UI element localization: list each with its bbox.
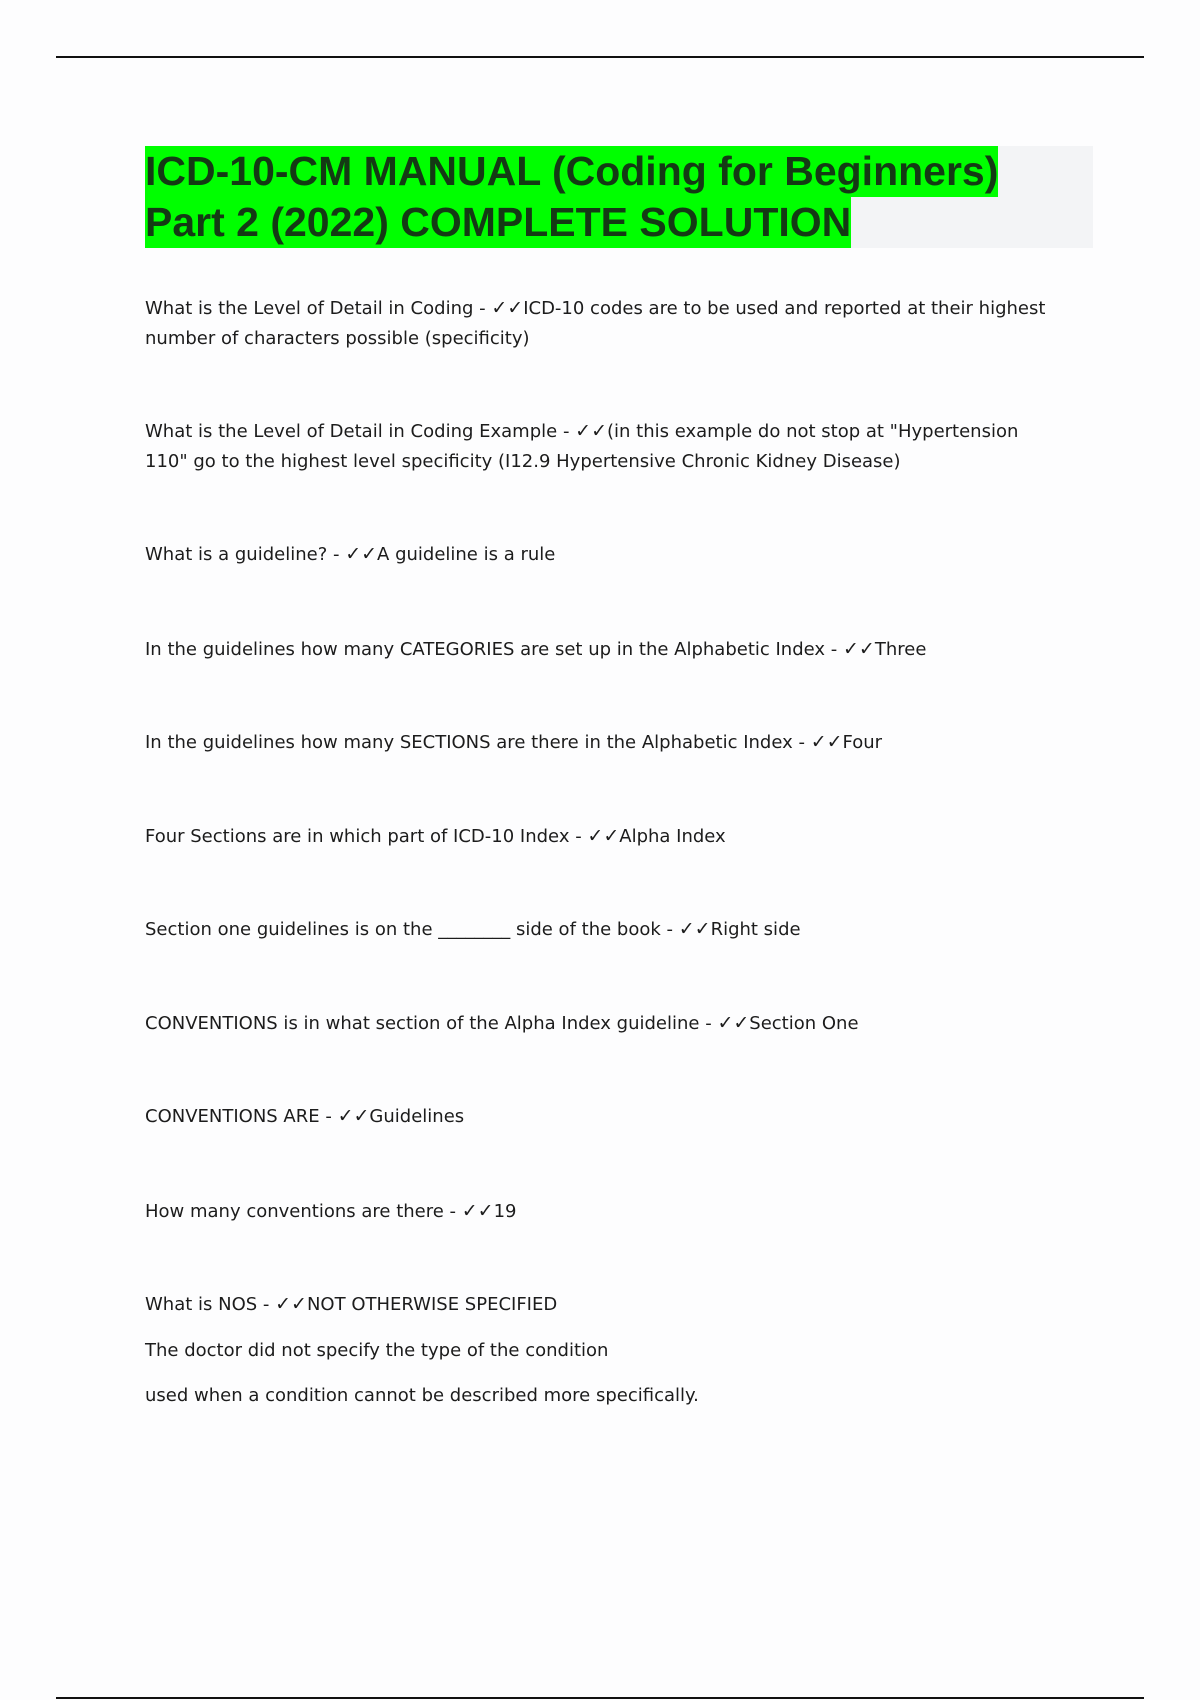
checkmark-icon: ✓✓ — [587, 825, 620, 847]
checkmark-icon: ✓✓ — [678, 918, 711, 940]
qa-item-conventions-count — [145, 1196, 1065, 1227]
qa-answer: 19 — [493, 1201, 517, 1222]
qa-question: CONVENTIONS ARE - — [145, 1106, 338, 1127]
top-rule — [56, 56, 1144, 58]
qa-answer: Section One — [749, 1013, 859, 1034]
qa-answer: (in this example do not stop at "Hypertension 110" go to the highest level specificity (I12.9 Hypertensive Chronic Kidney Disease) — [145, 421, 1019, 472]
document-title — [145, 146, 1093, 248]
checkmark-icon: ✓✓ — [810, 731, 843, 753]
qa-item-guideline — [145, 539, 1065, 570]
checkmark-icon: ✓✓ — [337, 1105, 370, 1127]
checkmark-icon: ✓✓ — [843, 638, 875, 660]
checkmark-icon: ✓✓ — [491, 297, 524, 319]
checkmark-icon: ✓✓ — [575, 420, 607, 442]
checkmark-icon: ✓✓ — [345, 543, 378, 565]
qa-item-nos — [145, 1289, 1065, 1320]
qa-answer: Guidelines — [369, 1106, 465, 1127]
qa-question: In the guidelines how many SECTIONS are there in the Alphabetic Index - — [145, 732, 811, 753]
checkmark-icon: ✓✓ — [275, 1293, 307, 1315]
checkmark-icon: ✓✓ — [461, 1200, 494, 1222]
qa-answer: Three — [874, 639, 927, 660]
qa-answer: Four — [842, 732, 883, 753]
qa-question: Four Sections are in which part of ICD-10 Index - — [145, 826, 588, 847]
qa-answer: Alpha Index — [619, 826, 726, 847]
qa-item-conventions-are — [145, 1101, 1065, 1132]
qa-answer: ICD-10 codes are to be used and reported at their highest number of characters possible (specificity) — [145, 298, 1046, 349]
qa-item-categories — [145, 634, 1065, 665]
qa-item-sections — [145, 727, 1065, 758]
qa-item-conventions-section — [145, 1008, 1065, 1039]
bottom-rule — [56, 1697, 1144, 1699]
qa-question: What is NOS - — [145, 1294, 276, 1315]
qa-item-four-sections — [145, 821, 1065, 852]
qa-question: Section one guidelines is on the ________ side of the book - — [145, 919, 679, 940]
title-line-2: Part 2 (2022) COMPLETE SOLUTION — [145, 197, 851, 248]
qa-item-level-of-detail — [145, 293, 1065, 354]
qa-answer: Right side — [710, 919, 801, 940]
qa-question: How many conventions are there - — [145, 1201, 462, 1222]
qa-answer: NOT OTHERWISE SPECIFIED — [306, 1294, 558, 1315]
qa-item-section-one-side — [145, 914, 1065, 945]
qa-item-level-of-detail-example — [145, 416, 1065, 477]
qa-question: What is the Level of Detail in Coding Example - — [145, 421, 576, 442]
title-line-1: ICD-10-CM MANUAL (Coding for Beginners) — [145, 146, 998, 197]
nos-extra-line-2: used when a condition cannot be described more specifically. — [145, 1385, 699, 1406]
nos-extra-line-1: The doctor did not specify the type of the condition — [145, 1340, 609, 1361]
qa-question: In the guidelines how many CATEGORIES are set up in the Alphabetic Index - — [145, 639, 843, 660]
qa-question: CONVENTIONS is in what section of the Alpha Index guideline - — [145, 1013, 718, 1034]
qa-question: What is the Level of Detail in Coding - — [145, 298, 492, 319]
checkmark-icon: ✓✓ — [717, 1012, 750, 1034]
qa-question: What is a guideline? - — [145, 544, 346, 565]
qa-answer: A guideline is a rule — [377, 544, 556, 565]
